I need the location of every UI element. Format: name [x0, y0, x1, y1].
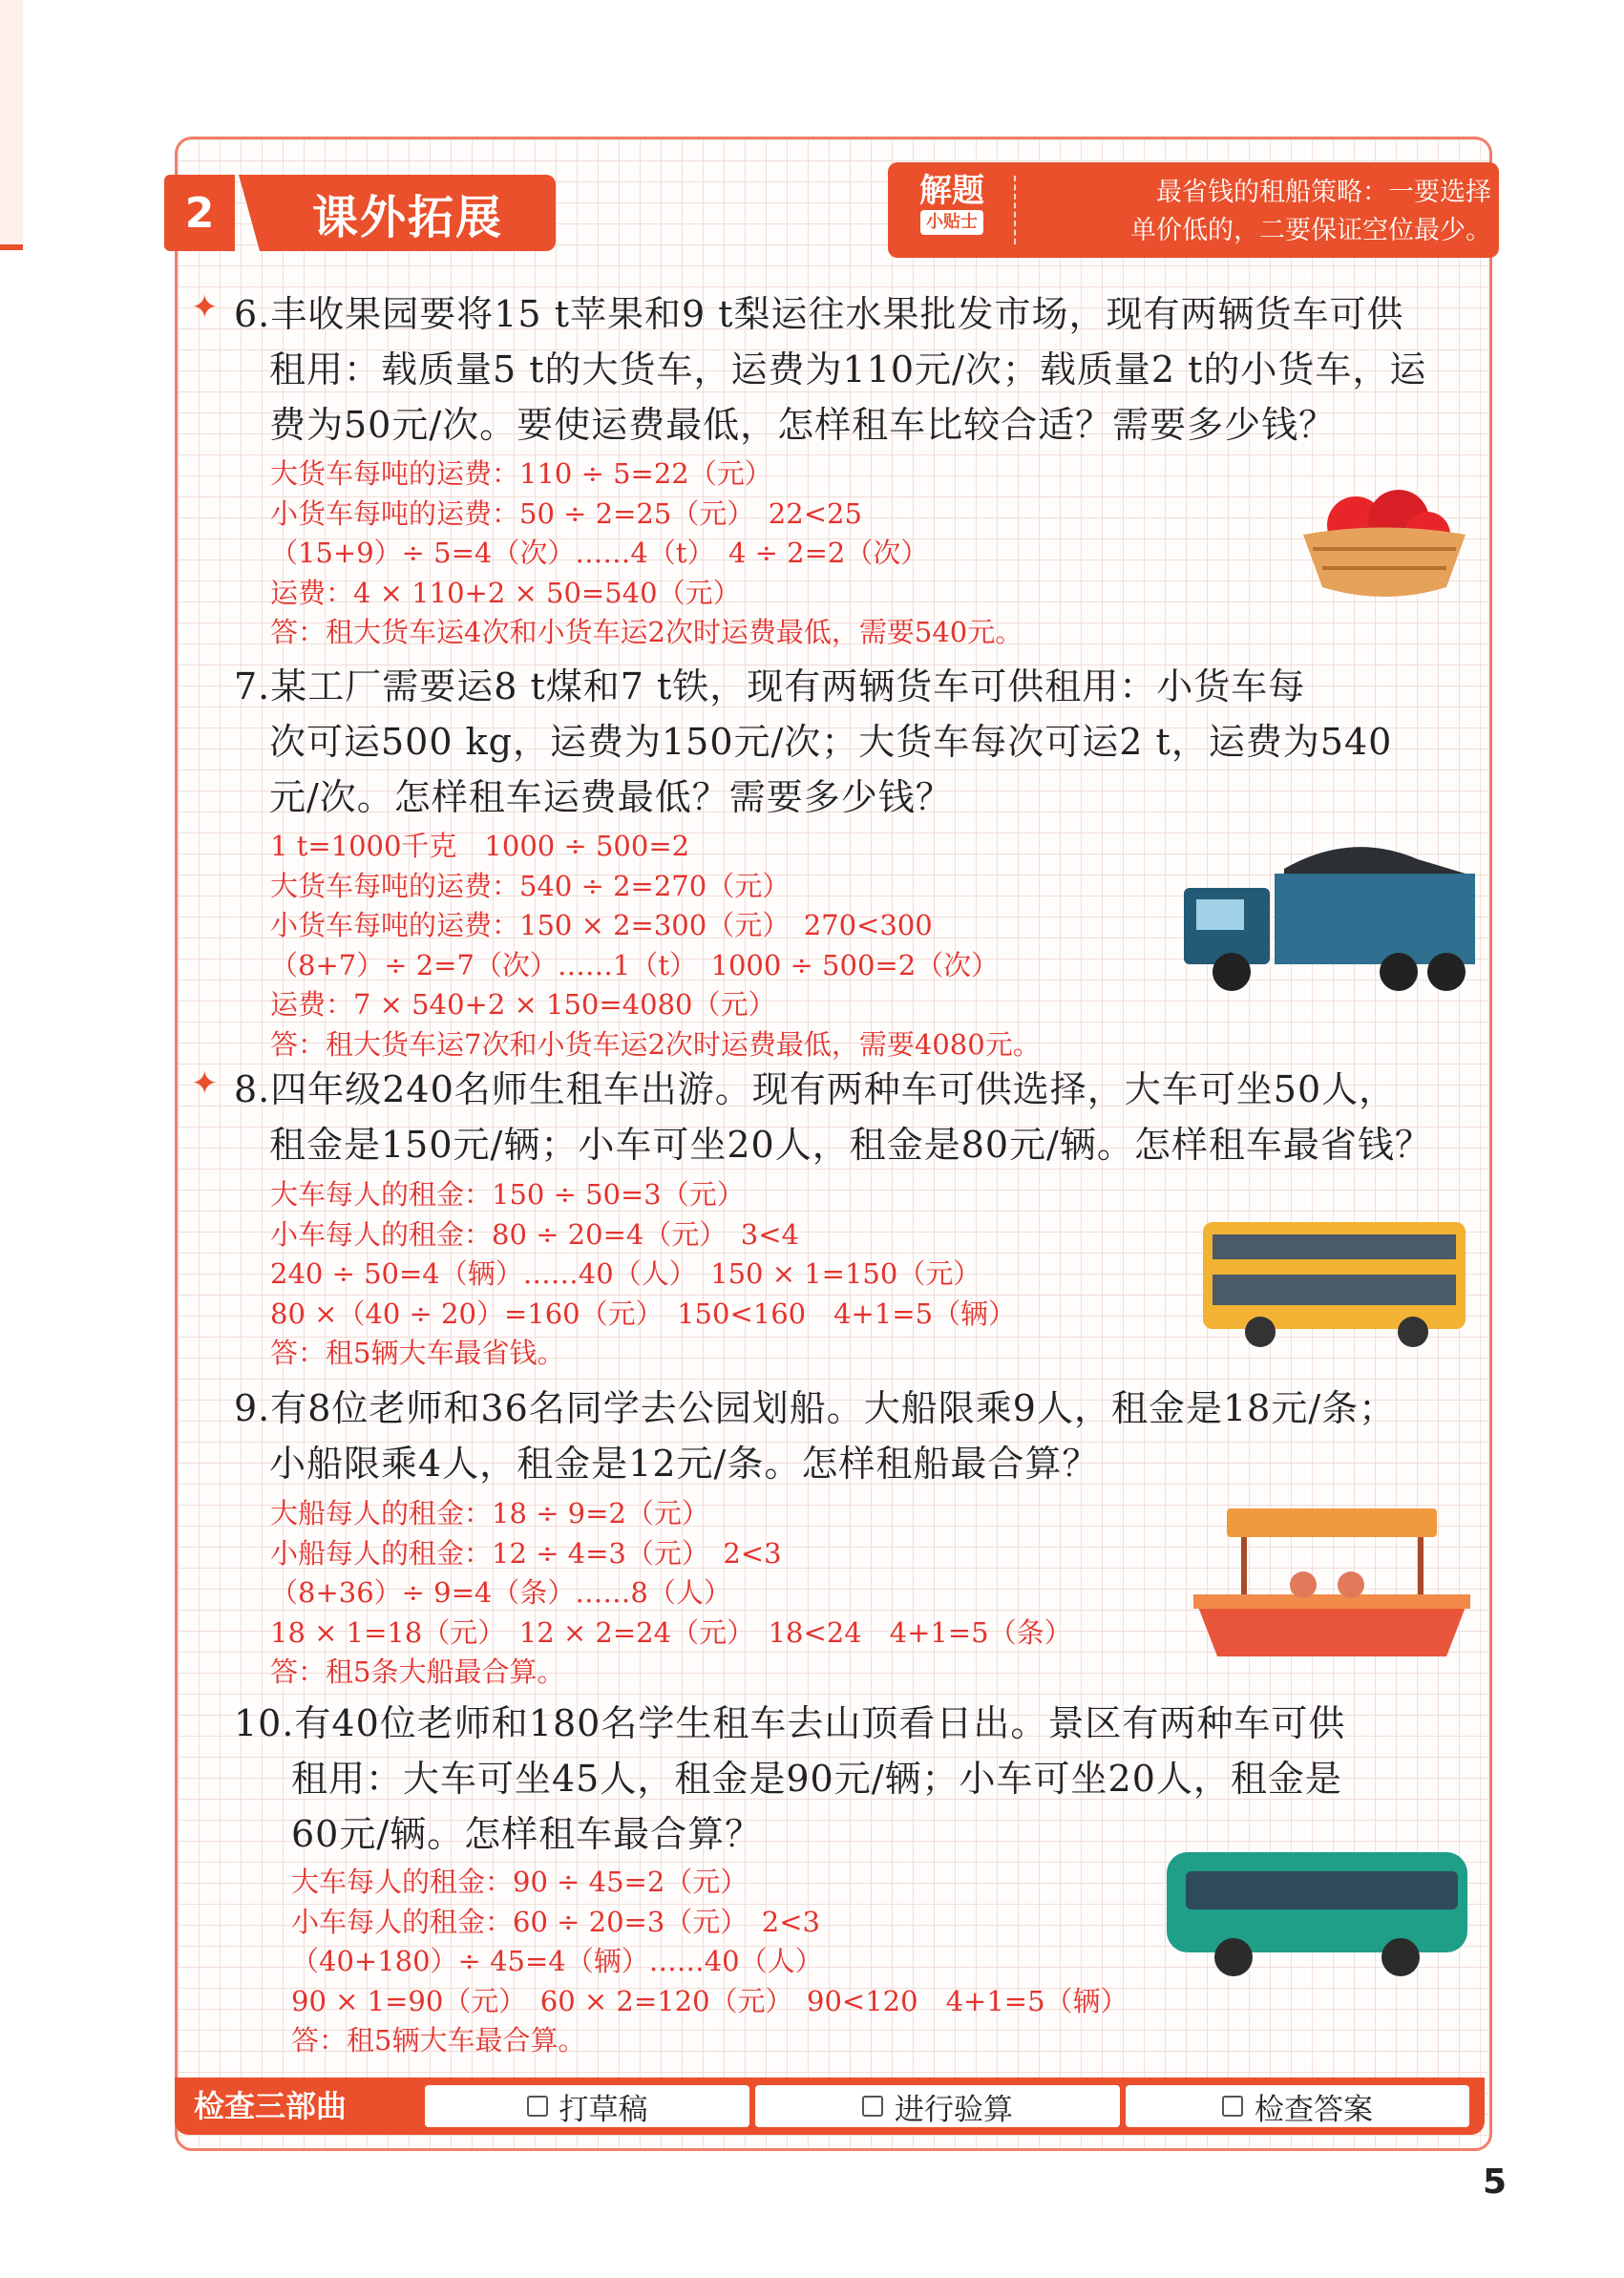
answer-line: 小船每人的租金：12 ÷ 4=3（元） 2<3: [270, 1536, 782, 1570]
answer-9: [270, 1494, 1072, 1693]
check-item-label: 打草稿: [559, 2092, 648, 2127]
question-line: 6.丰收果园要将15 t苹果和9 t梨运往水果批发市场，现有两辆货车可供: [234, 293, 1404, 335]
check-item-verify[interactable]: [755, 2085, 1120, 2127]
answer-line: 大货车每吨的运费：110 ÷ 5=22（元）: [270, 457, 772, 490]
checkbox-icon[interactable]: [527, 2096, 548, 2117]
answer-line: 18 × 1=18（元） 12 × 2=24（元） 18<24 4+1=5（条）: [270, 1615, 1072, 1649]
answer-6: [270, 454, 1023, 653]
check-bar: [175, 2078, 1485, 2135]
question-line: 元/次。怎样租车运费最低？需要多少钱？: [269, 776, 953, 818]
question-line: 10.有40位老师和180名学生租车去山顶看日出。景区有两种车可供: [234, 1702, 1346, 1744]
answer-10: [291, 1863, 1128, 2061]
answer-line: 小货车每吨的运费：50 ÷ 2=25（元） 22<25: [270, 496, 862, 530]
answer-line: 大船每人的租金：18 ÷ 9=2（元）: [270, 1497, 709, 1529]
answer-line: 90 × 1=90（元） 60 × 2=120（元） 90<120 4+1=5（辆）: [291, 1984, 1128, 2017]
question-9: [234, 1381, 1504, 1491]
page-number: 5: [1483, 2162, 1508, 2202]
question-line: 费为50元/次。要使运费最低，怎样租车比较合适？需要多少钱？: [269, 404, 1337, 446]
answer-line: 小车每人的租金：60 ÷ 20=3（元） 2<3: [291, 1905, 820, 1938]
answer-line: 大车每人的租金：150 ÷ 50=3（元）: [270, 1178, 745, 1211]
answer-line: 答：租5辆大车最省钱。: [270, 1337, 565, 1369]
apple-basket-illustration: [1294, 482, 1475, 606]
question-line: 次可运500 kg，运费为150元/次；大货车每次可运2 t，运费为540: [269, 721, 1393, 763]
question-6: [234, 286, 1504, 453]
answer-line: 240 ÷ 50=4（辆）……40（人） 150 × 1=150（元）: [270, 1257, 981, 1290]
answer-line: （15+9）÷ 5=4（次）……4（t） 4 ÷ 2=2（次）: [270, 537, 929, 569]
star-icon: ✦: [191, 1065, 219, 1103]
question-line: 租用：大车可坐45人，租金是90元/辆；小车可坐20人，租金是: [291, 1758, 1342, 1800]
checkbox-icon[interactable]: [1222, 2096, 1243, 2117]
question-line: 小船限乘4人，租金是12元/条。怎样租船最合算？: [269, 1443, 1100, 1485]
tip-header-title: 解题: [919, 172, 984, 210]
answer-line: 大车每人的租金：90 ÷ 45=2（元）: [291, 1866, 749, 1898]
section-number: 2: [164, 175, 235, 251]
question-8: [234, 1062, 1504, 1172]
checkbox-icon[interactable]: [862, 2096, 883, 2117]
tip-header: [899, 172, 1004, 248]
tip-divider: [1014, 176, 1016, 244]
answer-line: （8+36）÷ 9=4（条）……8（人）: [270, 1576, 731, 1609]
tip-text-line: 单价低的，二要保证空位最少。: [1130, 216, 1491, 245]
answer-line: 大货车每吨的运费：540 ÷ 2=270（元）: [270, 869, 791, 902]
check-item-review[interactable]: [1126, 2085, 1469, 2127]
answer-line: 答：租大货车运7次和小货车运2次时运费最低，需要4080元。: [270, 1027, 1041, 1061]
tip-header-subtitle: 小贴士: [920, 210, 983, 235]
question-line: 60元/辆。怎样租车最合算？: [291, 1813, 763, 1855]
coal-truck-illustration: [1179, 831, 1480, 998]
tip-text-line: 最省钱的租船策略：一要选择: [1156, 178, 1491, 207]
check-item-label: 进行验算: [895, 2092, 1013, 2127]
check-item-draft[interactable]: [425, 2085, 749, 2127]
coach-bus-illustration: [1157, 1847, 1477, 1981]
answer-line: 运费：4 × 110+2 × 50=540（元）: [270, 576, 741, 609]
page-edge-line: [0, 244, 23, 250]
answer-line: 答：租5辆大车最合算。: [291, 2024, 586, 2057]
check-item-label: 检查答案: [1255, 2092, 1373, 2127]
answer-line: 运费：7 × 540+2 × 150=4080（元）: [270, 988, 776, 1021]
question-10: [234, 1696, 1504, 1862]
answer-line: 1 t=1000千克 1000 ÷ 500=2: [270, 830, 690, 862]
answer-7: [270, 827, 1041, 1065]
page-edge-strip: [0, 0, 23, 250]
question-7: [234, 659, 1504, 825]
question-line: 8.四年级240名师生租车出游。现有两种车可供选择，大车可坐50人，: [234, 1068, 1397, 1110]
answer-line: 答：租大货车运4次和小货车运2次时运费最低，需要540元。: [270, 616, 1023, 648]
question-line: 租金是150元/辆；小车可坐20人，租金是80元/辆。怎样租车最省钱？: [269, 1124, 1432, 1166]
star-icon: ✦: [191, 288, 219, 327]
double-decker-bus-illustration: [1193, 1217, 1475, 1351]
question-line: 7.某工厂需要运8 t煤和7 t铁，现有两辆货车可供租用：小货车每: [234, 665, 1306, 707]
tip-box: [888, 162, 1499, 258]
answer-8: [270, 1175, 1016, 1374]
answer-line: （40+180）÷ 45=4（辆）……40（人）: [291, 1945, 823, 1977]
check-label: 检查三部曲: [194, 2088, 348, 2124]
answer-line: 小车每人的租金：80 ÷ 20=4（元） 3<4: [270, 1217, 799, 1251]
answer-line: 小货车每吨的运费：150 × 2=300（元） 270<300: [270, 909, 933, 941]
answer-line: （8+7）÷ 2=7（次）……1（t） 1000 ÷ 500=2（次）: [270, 948, 1000, 981]
answer-line: 80 ×（40 ÷ 20）=160（元） 150<160 4+1=5（辆）: [270, 1297, 1017, 1330]
answer-line: 答：租5条大船最合算。: [270, 1656, 565, 1688]
boat-illustration: [1189, 1504, 1475, 1661]
section-title: 课外拓展: [260, 175, 556, 251]
tip-text: [1022, 174, 1491, 250]
question-line: 租用：载质量5 t的大货车，运费为110元/次；载质量2 t的小货车，运: [269, 348, 1427, 390]
question-line: 9.有8位老师和36名同学去公园划船。大船限乘9人，租金是18元/条；: [234, 1387, 1397, 1429]
